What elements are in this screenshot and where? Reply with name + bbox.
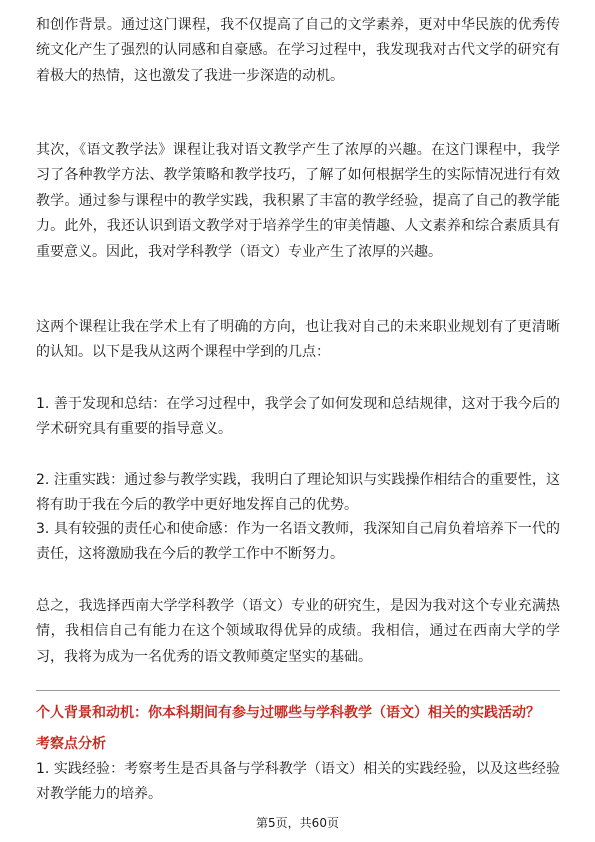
list-item: 1. 善于发现和总结：在学习过程中，我学会了如何发现和总结规律，这对于我今后的学术研究具有重要的指导意义。 bbox=[36, 396, 560, 438]
analysis-item: 1. 实践经验：考察考生是否具备与学科教学（语文）相关的实践经验，以及这些经验对教学能力的培养。 bbox=[36, 761, 560, 803]
section-divider bbox=[36, 690, 560, 691]
paragraph-conclusion: 总之，我选择西南大学学科教学（语文）专业的研究生，是因为我对这个专业充满热情，我相信自己有能力在这个领域取得优异的成绩。我相信，通过在西南大学的学习，我将为成为一名优秀的语文教师奠定坚实的基础。 bbox=[36, 598, 560, 665]
paragraph-course-summary: 这两个课程让我在学术上有了明确的方向，也让我对自己的未来职业规划有了更清晰的认知。以下是我从这两个课程中学到的几点： bbox=[36, 319, 560, 361]
paragraph-teaching-method-course: 其次，《语文教学法》课程让我对语文教学产生了浓厚的兴趣。在这门课程中，我学习了各种教学方法、教学策略和教学技巧，了解了如何根据学生的实际情况进行有效教学。通过参与课程中的教学实践，我积累了丰富的教学经验，提高了自己的教学能力。此外，我还认识到语文教学对于培养学生的审美情趣、人文素养和综合素质具有重要意义。因此，我对学科教学（语文）专业产生了浓厚的兴趣。 bbox=[36, 142, 560, 260]
list-item: 2. 注重实践：通过参与教学实践，我明白了理论知识与实践操作相结合的重要性，这将有助于我在今后的教学中更好地发挥自己的优势。 bbox=[36, 472, 560, 514]
list-item: 3. 具有较强的责任心和使命感：作为一名语文教师，我深知自己肩负着培养下一代的责任，这将激励我在今后的教学工作中不断努力。 bbox=[36, 521, 560, 563]
paragraph-motivation-background: 和创作背景。通过这门课程，我不仅提高了自己的文学素养，更对中华民族的优秀传统文化产生了强烈的认同感和自豪感。在学习过程中，我发现我对古代文学的研究有着极大的热情，这也激发了我进一步深造的动机。 bbox=[36, 17, 560, 84]
interview-question: 个人背景和动机：你本科期间有参与过哪些与学科教学（语文）相关的实践活动？ bbox=[36, 705, 540, 721]
page-number: 第5页，共60页 bbox=[256, 816, 339, 830]
section-heading: 考察点分析 bbox=[36, 736, 106, 752]
